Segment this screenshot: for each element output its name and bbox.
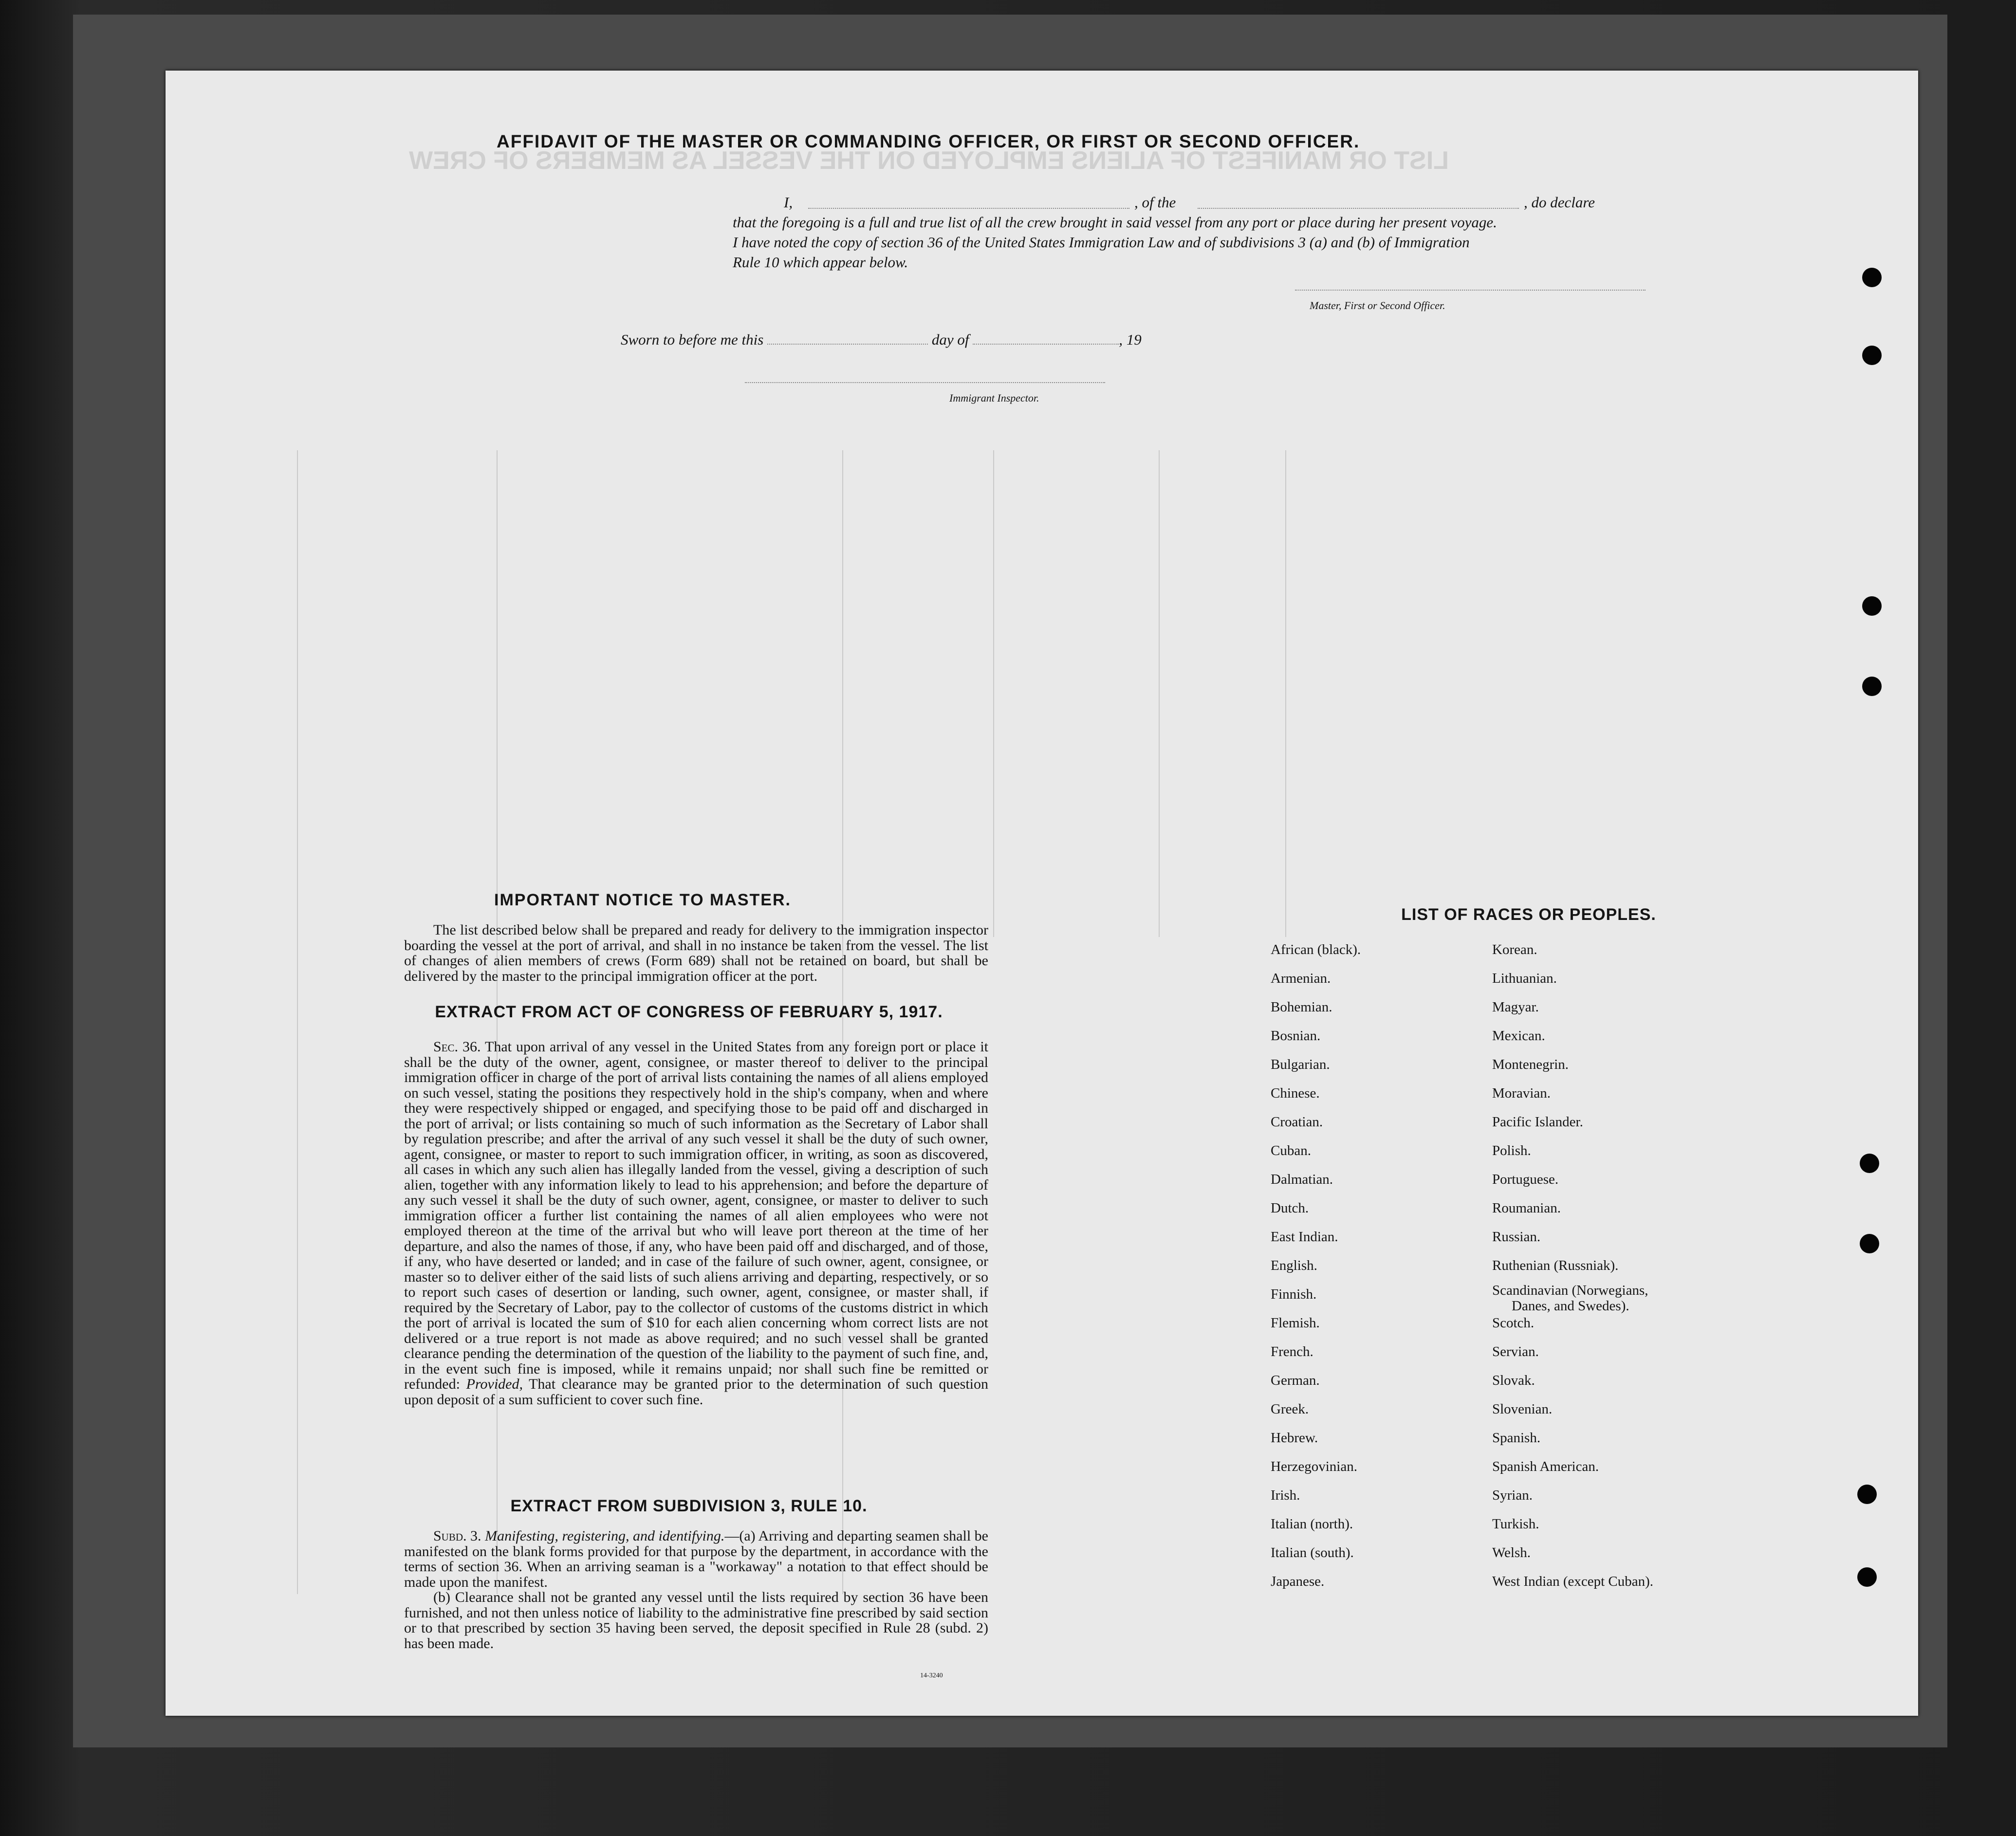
punch-hole [1862,346,1882,365]
race-item: Turkish. [1492,1516,1539,1532]
affidavit-block [570,192,1714,272]
race-item: West Indian (except Cuban). [1492,1574,1654,1589]
section-36-text: That upon arrival of any vessel in the United States from any foreign port or place it shall be the duty of the owner, agent, consignee, or master thereof to deliver to the principal immigration officer in charge of the port of arrival lists containing the names of all aliens employed on such vessel, stating the positions they respectively hold in the ship's company, when and where they were respectively shipped or engaged, and specifying those to be paid off and discharged in the port of arrival; or lists containing so much of such information as the Secretary of Labor shall by regulation prescribe; and after the arrival of any such vessel it shall be the duty of such owner, agent, consignee, or master to report to such immigration officer, in writing, as soon as discovered, all cases in which any such alien has illegally landed from the vessel, giving a description of such alien, together with any information likely to lead to his apprehension; and before the departure of any such vessel it shall be the duty of such owner, agent, consignee, or master to deliver to such immigration officer a further list containing the names of all alien employees who were not employed thereon at the time of the arrival but who will leave port thereon at the time of her departure, and also the names of those, if any, who have been paid off and discharged, and of those, if any, who have deserted or landed; and in case of the failure of such owner, agent, consignee, or master so to deliver either of the said lists of such aliens arriving and departing, respectively, or so to report such cases of desertion or landing, such owner, agent, consignee, or master shall, if required by the Secretary of Labor, pay to the collector of customs of the customs district in which the port of arrival is located the sum of $10 for each alien concerning whom correct lists are not delivered or a true report is not made as above required; and no such vessel shall be granted clearance pending the determination of the question of the liability to the payment of such fine, and, in the event such fine is imposed, while it remains unpaid; nor shall such fine be remitted or refunded: [404,1039,988,1392]
race-item: Slovenian. [1492,1401,1553,1417]
race-item: Finnish. [1271,1286,1317,1302]
affidavit-of-the: , of the [1134,194,1176,211]
inspector-signature-line[interactable] [745,382,1105,383]
extract-act-title: EXTRACT FROM ACT OF CONGRESS OF FEBRUARY 5, 1917. [435,1003,943,1021]
master-signature-line[interactable] [1295,290,1646,291]
race-item: East Indian. [1271,1229,1338,1245]
race-item: Welsh. [1492,1545,1531,1561]
race-item: Roumanian. [1492,1200,1561,1216]
sworn-label: Sworn to before me this [621,331,764,348]
subd-label: Subd. 3. [433,1528,481,1544]
ruling-line [1159,450,1160,937]
punch-hole [1857,1567,1877,1587]
race-item: Syrian. [1492,1487,1533,1503]
affidavit-i-label: I, [784,194,793,211]
race-item: Irish. [1271,1487,1300,1503]
races-title: LIST OF RACES OR PEOPLES. [1401,905,1656,924]
race-item: Cuban. [1271,1143,1311,1158]
race-item: German. [1271,1373,1320,1388]
punch-hole [1862,268,1882,287]
race-item: Herzegovinian. [1271,1459,1357,1474]
race-item: Chinese. [1271,1085,1320,1101]
affidavit-title: AFFIDAVIT OF THE MASTER OR COMMANDING OFFICER, OR FIRST OR SECOND OFFICER. [497,131,1360,151]
extract-rule-title: EXTRACT FROM SUBDIVISION 3, RULE 10. [510,1497,868,1515]
race-item: Ruthenian (Russniak). [1492,1258,1619,1273]
punch-hole [1860,1154,1879,1173]
race-item: Armenian. [1271,971,1331,986]
section-36-text-end: That clearance may be granted prior to the determination of such question upon deposit of a sum sufficient to cover such fine. [404,1376,989,1408]
notice-body: The list described below shall be prepared and ready for delivery to the immigration inspector boarding the vessel at the port of arrival, and shall in no instance be taken from the vessel. The list of changes of alien members of crews (Form 689) shall not be retained on board, but shall be delivered by the master to the principal immigration officer at the port. [404,922,988,984]
ruling-line [497,450,498,1594]
races-left-column [1271,942,1490,1682]
race-item: Hebrew. [1271,1430,1318,1446]
section-36-label: Sec. 36. [433,1039,481,1055]
race-item: Bulgarian. [1271,1057,1330,1072]
race-item: Japanese. [1271,1574,1325,1589]
race-item: Servian. [1492,1344,1539,1359]
name-blank[interactable] [808,208,1129,209]
master-label: Master, First or Second Officer. [1310,299,1445,312]
rule-a-text: —(a) Arriving and departing seamen shall be manifested on the blank forms provided for that purpose by the department, in accordance with the terms of section 36. When an arriving seaman is a "workaway" a notation to that effect should be made upon the manifest. [404,1528,988,1590]
bleed-through-header: LIST OR MANIFEST OF ALIENS EMPLOYED ON THE VESSEL AS MEMBERS OF CREW [409,147,1449,175]
affidavit-do-declare: , do declare [1524,194,1595,211]
day-of-label: day of [931,331,969,348]
manifest-page [166,71,1918,1716]
race-item: Moravian. [1492,1085,1551,1101]
race-item: Flemish. [1271,1315,1320,1331]
punch-hole [1862,596,1882,616]
vessel-blank[interactable] [1198,208,1519,209]
form-number: 14-3240 [920,1672,943,1679]
affidavit-line-4: Rule 10 which appear below. [733,254,908,271]
punch-hole [1862,677,1882,696]
affidavit-line-2: that the foregoing is a full and true list of all the crew brought in said vessel from any port or place during her present voyage. [733,214,1497,231]
race-item: Dutch. [1271,1200,1309,1216]
punch-hole [1860,1234,1879,1253]
rule-heading: Manifesting, registering, and identifying. [485,1528,725,1544]
race-item: Polish. [1492,1143,1531,1158]
inspector-label: Immigrant Inspector. [949,392,1039,404]
race-item: English. [1271,1258,1317,1273]
race-item: Montenegrin. [1492,1057,1569,1072]
race-item: Scotch. [1492,1315,1535,1331]
sworn-month-blank[interactable] [973,344,1119,345]
ruling-line [842,450,843,1594]
race-item-continued: Danes, and Swedes). [1512,1298,1629,1314]
race-item: Spanish American. [1492,1459,1599,1474]
provided-label: Provided, [466,1376,523,1392]
race-item: Mexican. [1492,1028,1545,1044]
race-item: Dalmatian. [1271,1172,1333,1187]
rule-paragraph-b: (b) Clearance shall not be granted any vessel until the lists required by section 36 have been furnished, and not then unless notice of liability to the administrative fine prescribed by said section or to that prescribed by section 35 having been served, the deposit specified in Rule 28 (subd. 2) has been made. [404,1589,988,1652]
race-item: Korean. [1492,942,1537,957]
extract-act-body [404,1039,988,1407]
race-item: Croatian. [1271,1114,1323,1130]
sworn-line [621,331,1351,349]
race-item: Italian (south). [1271,1545,1354,1561]
race-item: Bohemian. [1271,999,1332,1015]
race-item: Pacific Islander. [1492,1114,1583,1130]
race-item: Italian (north). [1271,1516,1353,1532]
ruling-line [993,450,994,937]
ruling-line [1285,450,1286,937]
race-item: Magyar. [1492,999,1539,1015]
race-item: Slovak. [1492,1373,1535,1388]
notice-title: IMPORTANT NOTICE TO MASTER. [494,891,791,909]
race-item: Lithuanian. [1492,971,1557,986]
punch-hole [1857,1485,1877,1504]
race-item: Spanish. [1492,1430,1541,1446]
race-item: African (black). [1271,942,1361,957]
race-item: Bosnian. [1271,1028,1321,1044]
rule-paragraph-a [404,1528,988,1590]
race-item: Scandinavian (Norwegians, [1492,1283,1648,1298]
sworn-day-blank[interactable] [767,344,928,345]
race-item: Greek. [1271,1401,1309,1417]
races-right-column [1492,942,1745,1682]
race-item: Portuguese. [1492,1172,1559,1187]
race-item: Russian. [1492,1229,1541,1245]
race-item: French. [1271,1344,1313,1359]
ruling-line [297,450,298,1594]
extract-rule-body [404,1528,988,1651]
year-label: , 19 [1119,331,1142,348]
affidavit-line-3: I have noted the copy of section 36 of the United States Immigration Law and of subdivisions 3 (a) and (b) of Immigration [733,234,1470,251]
affidavit-line-1 [570,192,1714,212]
